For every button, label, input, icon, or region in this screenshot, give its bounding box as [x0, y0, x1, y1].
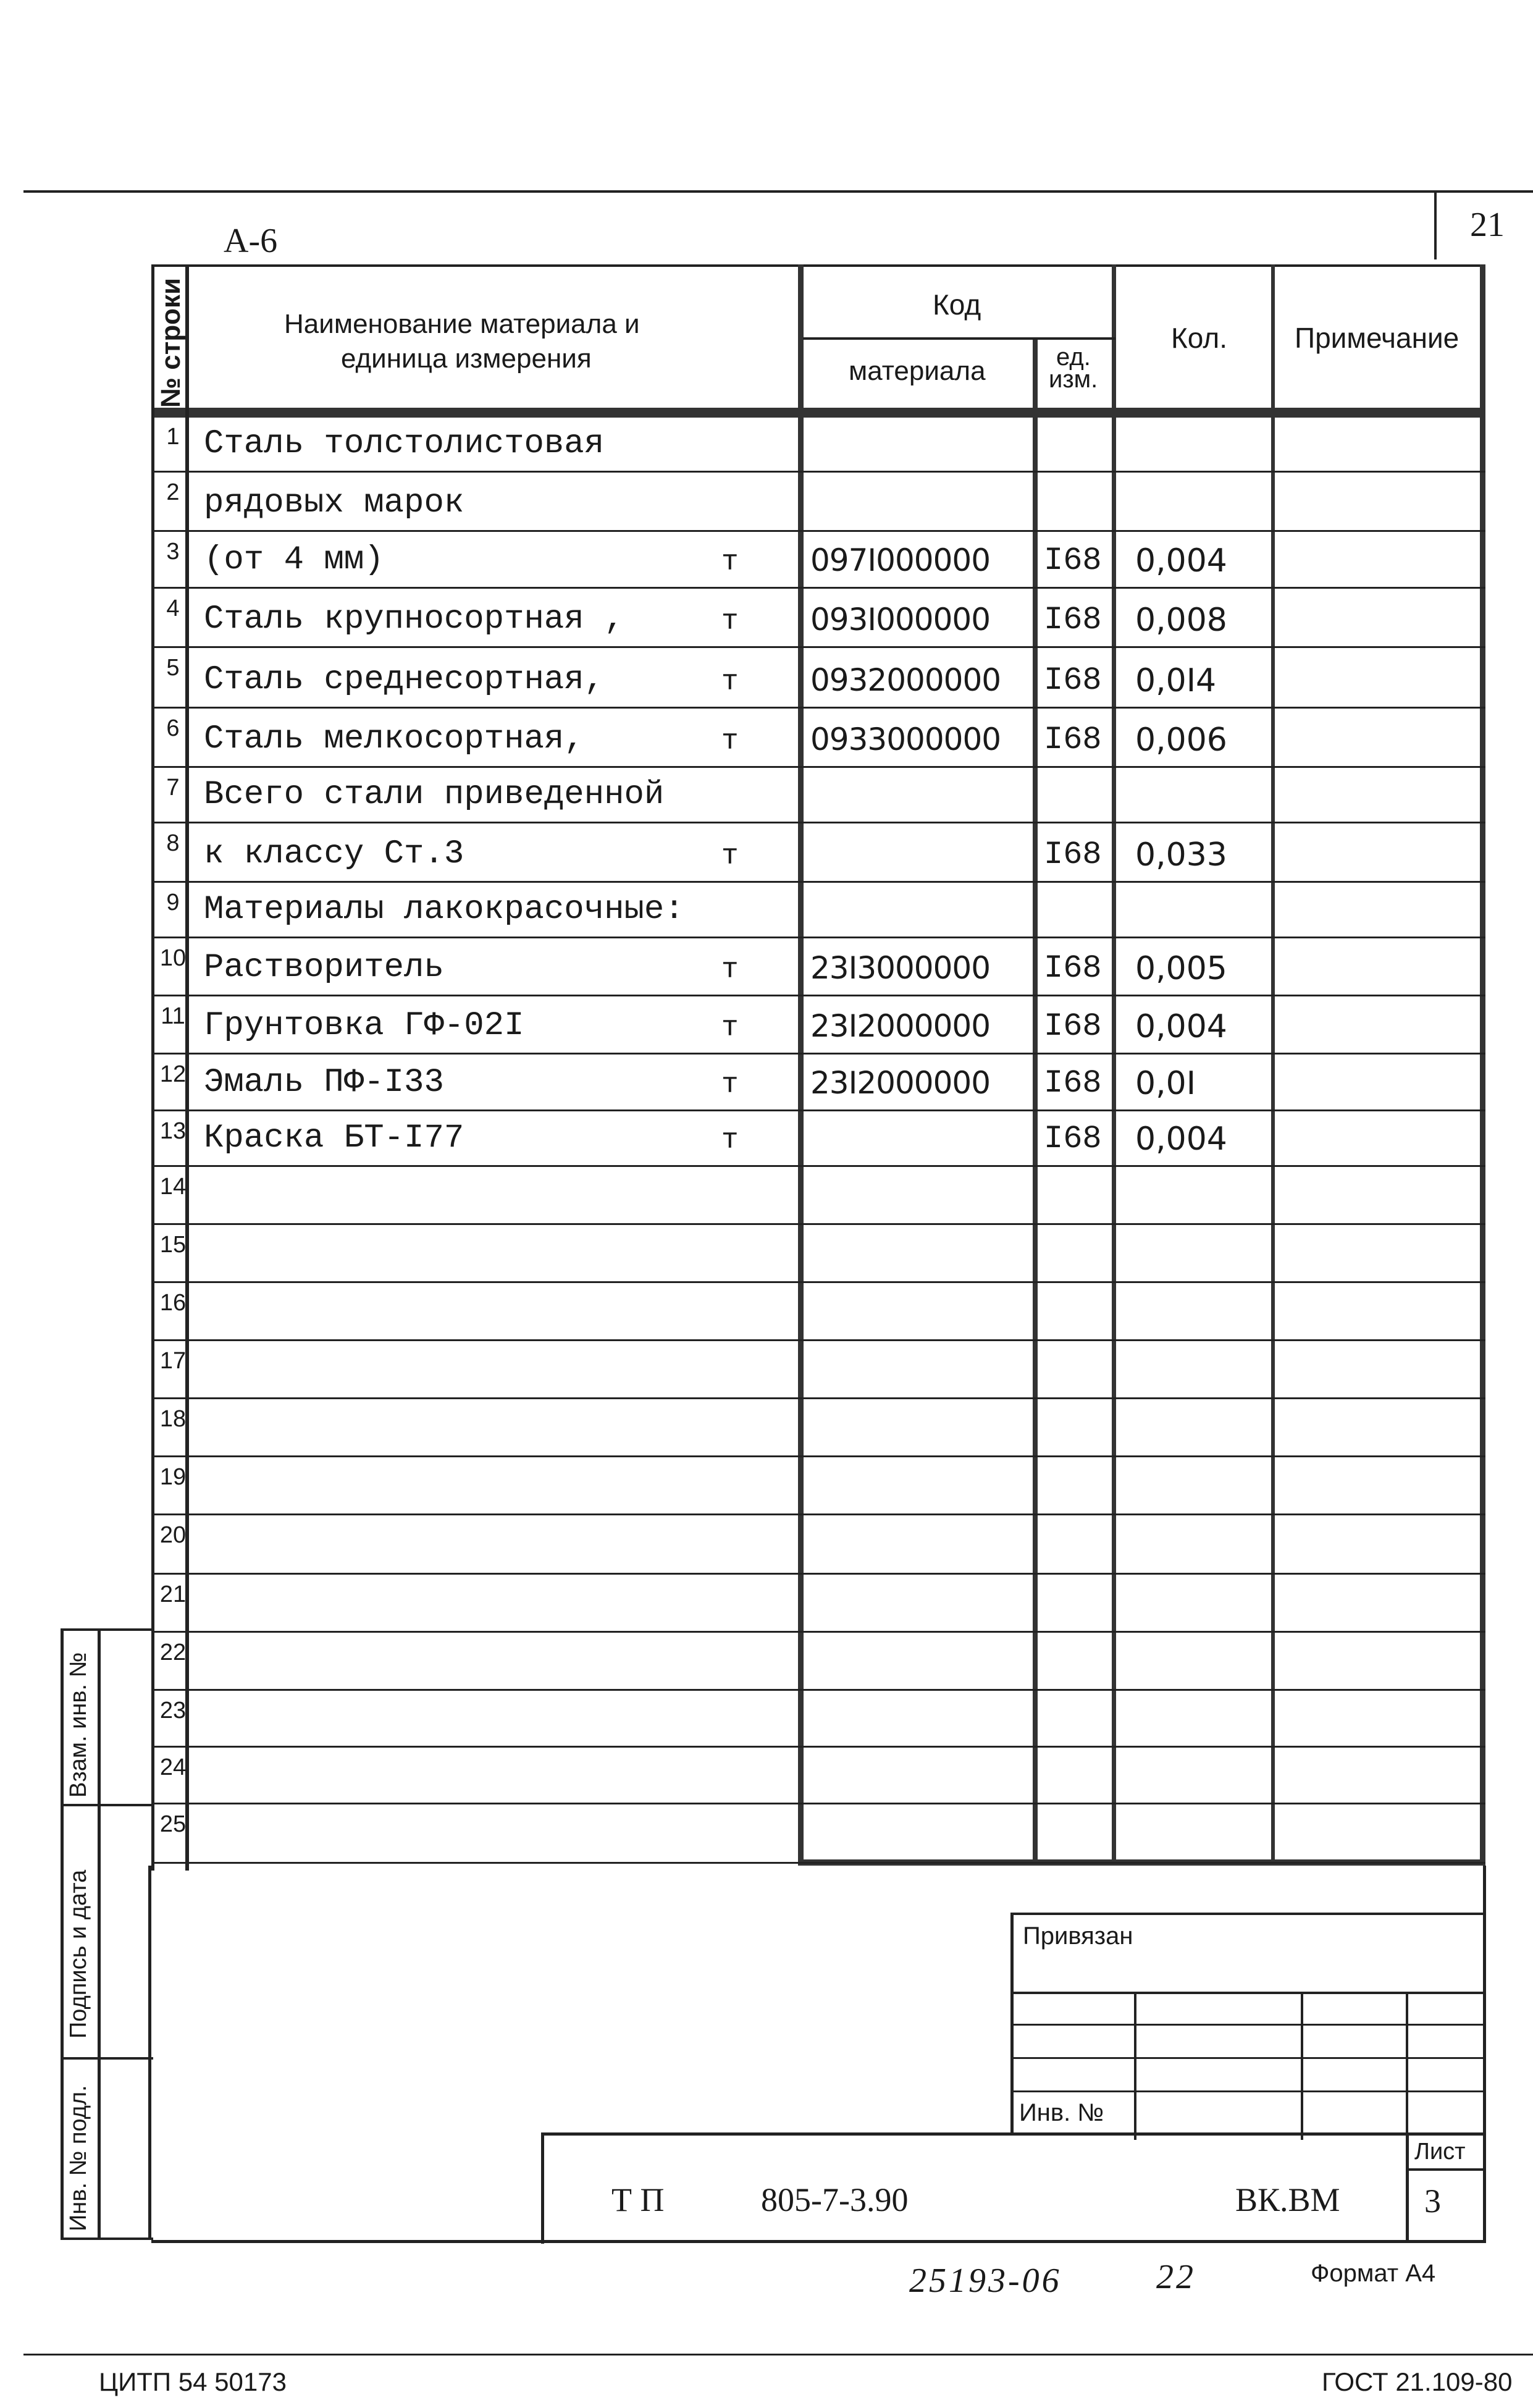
header-unit-code-2: изм. [1049, 366, 1098, 393]
row-material-code: 23I2000000 [810, 1008, 991, 1044]
col-code-right [1033, 339, 1038, 1866]
row-separator [151, 766, 1485, 768]
header-qty: Кол. [1171, 322, 1227, 354]
row-name: Сталь среднесортная, [204, 661, 605, 699]
row-unit-code: I68 [1044, 1121, 1102, 1157]
side-top-line [61, 1628, 153, 1631]
header-row-no: № строки [156, 277, 186, 408]
row-quantity: 0,005 [1135, 950, 1227, 987]
title-top-line [541, 2132, 1486, 2136]
row-number: 25 [159, 1811, 187, 1837]
row-number: 17 [159, 1348, 187, 1374]
footer-left-code: ЦИТП 54 50173 [99, 2367, 287, 2396]
row-separator [151, 1223, 1485, 1225]
row-quantity: 0,004 [1135, 1121, 1227, 1158]
col-name-right [798, 264, 804, 1864]
row-name: к классу Ст.3 [204, 835, 464, 873]
row-unit-code: I68 [1044, 662, 1102, 699]
row-number: 9 [166, 890, 180, 916]
row-separator [151, 1513, 1485, 1515]
row-material-code: 093I000000 [810, 602, 991, 638]
row-number: 11 [161, 1003, 185, 1029]
header-material: материала [849, 356, 986, 386]
row-separator [151, 646, 1485, 648]
side-line-3 [61, 2238, 153, 2240]
row-number: 18 [159, 1406, 187, 1432]
row-unit-code: I68 [1044, 836, 1102, 873]
row-name: Всего стали приведенной [204, 776, 665, 814]
title-sheet-divider [1406, 2132, 1409, 2242]
row-separator [151, 822, 1485, 823]
top-border [23, 190, 1533, 193]
row-unit: т [721, 605, 739, 638]
row-number: 5 [166, 655, 180, 681]
format-label: Формат А4 [1311, 2260, 1436, 2287]
header-bottom-border [151, 408, 1485, 418]
row-number: 2 [166, 479, 180, 505]
row-quantity: 0,008 [1135, 602, 1227, 639]
side-podpis: Подпись и дата [65, 1869, 91, 2039]
handwritten-number: 25193-06 [909, 2262, 1062, 2300]
row-name: Краска БТ-I77 [204, 1119, 464, 1157]
row-material-code: 097I000000 [810, 542, 991, 578]
row-quantity: 0,033 [1135, 836, 1227, 874]
row-separator [151, 587, 1485, 589]
row-name: Растворитель [204, 949, 444, 987]
row-number: 19 [159, 1464, 187, 1490]
row-number: 21 [159, 1581, 187, 1607]
row-unit-code: I68 [1044, 542, 1102, 579]
side-left-line [61, 1628, 64, 2240]
row-unit: т [721, 1124, 739, 1156]
title-left-line [541, 2132, 544, 2244]
code-subheader-line [803, 337, 1115, 340]
row-number: 22 [159, 1640, 187, 1665]
side-mid-line [98, 1628, 101, 2240]
row-number: 14 [159, 1174, 187, 1200]
stamp-grid-v1 [1134, 1992, 1136, 2140]
row-unit: т [721, 840, 739, 872]
row-unit: т [721, 725, 739, 757]
side-vzam: Взам. инв. № [65, 1652, 91, 1798]
row-number: 15 [159, 1232, 187, 1258]
row-material-code: 23I2000000 [810, 1065, 991, 1101]
row-separator [151, 1339, 1485, 1341]
sheet-index: 21 [1470, 206, 1505, 244]
row-quantity: 0,0I4 [1135, 662, 1217, 699]
row-name: Грунтовка ГФ-02I [204, 1007, 524, 1045]
stamp-sheet: 3 [1424, 2183, 1441, 2220]
row-separator [151, 995, 1485, 996]
header-unit-code: ед. [1056, 343, 1091, 371]
row-number: 12 [159, 1061, 187, 1087]
row-unit-code: I68 [1044, 602, 1102, 638]
stamp-grid-v3 [1406, 1992, 1408, 2140]
row-number: 8 [166, 830, 180, 856]
side-right-line [148, 1866, 151, 2240]
row-separator [151, 1109, 1485, 1111]
stamp-grid-v2 [1301, 1992, 1303, 2140]
row-number: 4 [166, 596, 180, 621]
row-quantity: 0,006 [1135, 722, 1227, 759]
table-top-border [151, 264, 1485, 267]
row-quantity: 0,004 [1135, 542, 1227, 579]
footer-right-code: ГОСТ 21.109-80 [1322, 2367, 1513, 2396]
row-unit: т [721, 666, 739, 698]
row-separator [151, 1862, 1485, 1864]
stamp-grid-4 [1010, 2090, 1486, 2092]
stamp-grid-top [1010, 1992, 1486, 1994]
side-inv-podl: Инв. № подл. [65, 2085, 91, 2231]
row-name: Сталь крупносортная , [204, 600, 624, 638]
form-code: А-6 [224, 222, 278, 260]
stamp-doc: 805-7-3.90 [761, 2181, 909, 2218]
row-separator [151, 1397, 1485, 1399]
row-separator [151, 707, 1485, 709]
row-separator [151, 1746, 1485, 1748]
stamp-mark: ВК.ВМ [1235, 2181, 1340, 2218]
stamp-privyazan: Привязан [1023, 1922, 1133, 1950]
stamp-list-label: Лист [1414, 2139, 1466, 2165]
stamp-top-line [1010, 1913, 1486, 1915]
row-separator [151, 881, 1485, 883]
row-material-code: 0932000000 [810, 662, 1001, 698]
sheet-corner-divider [1434, 190, 1437, 259]
row-name: рядовых марок [204, 484, 464, 522]
row-separator [151, 471, 1485, 473]
row-name: Сталь мелкосортная, [204, 720, 584, 758]
row-number: 20 [159, 1522, 187, 1548]
col-qty-right [1271, 264, 1275, 1866]
row-name: Материалы лакокрасочные: [204, 891, 684, 928]
row-separator [151, 1455, 1485, 1457]
stamp-tp: Т П [611, 2181, 665, 2218]
header-name-2: единица измерения [341, 343, 592, 374]
side-line-2 [61, 2057, 153, 2060]
row-separator [151, 1689, 1485, 1691]
side-line-1 [61, 1804, 153, 1806]
row-material-code: 0933000000 [810, 722, 1001, 757]
row-name: Сталь толстолистовая [204, 425, 605, 463]
header-name: Наименование материала и [284, 309, 640, 339]
row-number: 7 [166, 775, 180, 801]
row-number: 6 [166, 715, 180, 741]
stamp-grid-2 [1010, 2024, 1486, 2026]
title-right-line [1483, 1866, 1486, 2242]
row-quantity: 0,0I [1135, 1065, 1196, 1102]
row-unit-code: I68 [1044, 722, 1102, 758]
row-number: 1 [166, 424, 180, 450]
row-unit-code: I68 [1044, 950, 1102, 987]
row-name: (от 4 мм) [204, 541, 384, 579]
row-unit: т [721, 1012, 739, 1044]
row-separator [151, 1165, 1485, 1167]
header-code: Код [933, 288, 981, 321]
row-number: 10 [159, 945, 187, 971]
row-separator [151, 1803, 1485, 1804]
row-number: 3 [166, 539, 180, 565]
row-separator [151, 1281, 1485, 1283]
row-material-code: 23I3000000 [810, 950, 991, 986]
row-unit: т [721, 1069, 739, 1101]
title-sheet-line [1406, 2168, 1486, 2171]
header-note: Примечание [1295, 322, 1460, 354]
row-number: 23 [159, 1698, 187, 1724]
stamp-inv-no: Инв. № [1019, 2099, 1104, 2126]
row-unit-code: I68 [1044, 1008, 1102, 1045]
stamp-grid-3 [1010, 2057, 1486, 2059]
row-separator [151, 1053, 1485, 1055]
row-separator [151, 1631, 1485, 1633]
row-number: 13 [159, 1118, 187, 1144]
footer-line [23, 2354, 1533, 2355]
row-number: 16 [159, 1290, 187, 1316]
row-unit-code: I68 [1044, 1065, 1102, 1101]
row-unit: т [721, 546, 739, 578]
row-unit: т [721, 954, 739, 986]
col-ed-right [1112, 264, 1116, 1866]
row-name: Эмаль ПФ-I33 [204, 1064, 444, 1101]
title-bottom-line [151, 2240, 1486, 2243]
row-separator [151, 530, 1485, 532]
handwritten-page: 22 [1156, 2258, 1196, 2296]
table-right-border [1480, 264, 1485, 1866]
row-number: 24 [159, 1754, 187, 1780]
row-quantity: 0,004 [1135, 1008, 1227, 1045]
row-separator [151, 1573, 1485, 1575]
row-separator [151, 937, 1485, 938]
